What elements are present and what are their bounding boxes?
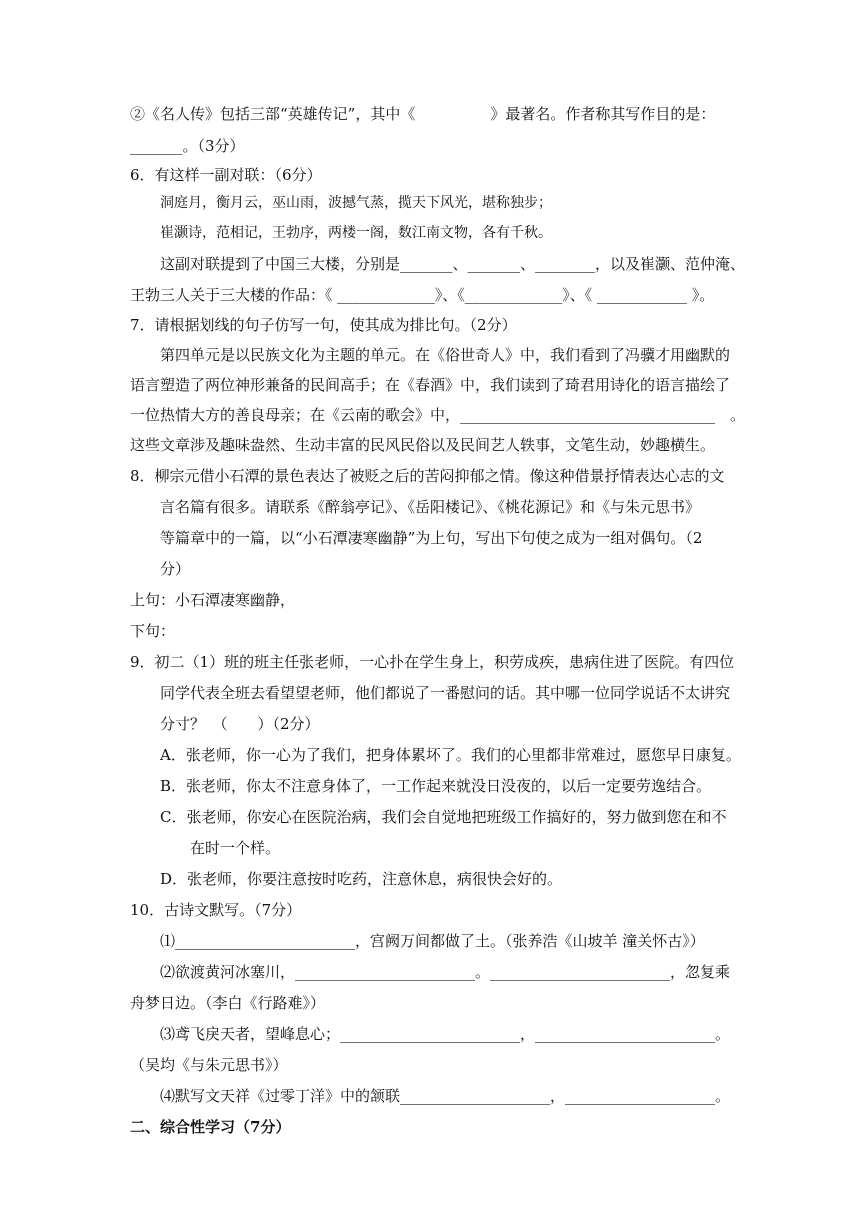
q5-item2-line1: ②《名人传》包括三部“英雄传记”，其中《 》最著名。作者称其写作目的是： [130, 105, 716, 123]
q9-option-c-line1: C．张老师，你安心在医院治病，我们会自觉地把班级工作搞好的，努力做到您在和不 [160, 808, 727, 826]
q9-line3: 分寸？ （ ）（2分） [160, 715, 320, 733]
q8-line2: 言名篇有很多。请联系《醉翁亭记》、《岳阳楼记》、《桃花源记》和《与朱元思书》 [160, 498, 701, 516]
q7-text-line4: 这些文章涉及趣味盎然、生动丰富的民风民俗以及民间艺人轶事，文笔生动，妙趣横生。 [130, 436, 716, 454]
couplet-lower: 崔灏诗，范相记，王勃序，两楼一阁，数江南文物，各有千秋。 [160, 225, 552, 241]
q7-title: 7．请根据划线的句子仿写一句，使其成为排比句。（2分） [130, 316, 517, 334]
q10-item3-line2: （吴均《与朱元思书》） [130, 1056, 288, 1074]
q10-title: 10．古诗文默写。（7分） [130, 901, 302, 919]
q6-title: 6．有这样一副对联：（6分） [130, 166, 322, 184]
q7-text-line3: 一位热情大方的善良母亲；在《云南的歌会》中，__________________________________ 。 [130, 406, 746, 424]
q7-text-line2: 语言塑造了两位神形兼备的民间高手；在《春酒》中，我们读到了琦君用诗化的语言描绘了 [130, 376, 731, 394]
q9-option-d: D．张老师，你要注意按时吃药，注意休息，病很快会好的。 [160, 870, 563, 888]
q9-option-c-line2: 在时一个样。 [190, 839, 281, 857]
q10-item2-line1: ⑵欲渡黄河冰塞川，________________________。________________________，忽复乘 [160, 963, 731, 981]
q8-line4: 分） [160, 560, 191, 578]
q9-option-b: B．张老师，你太不注意身体了，一工作起来就没日没夜的，以后一定要劳逸结合。 [160, 777, 712, 795]
q8-upper-sentence: 上句：小石潭凄寒幽静， [130, 591, 296, 609]
q10-item4: ⑷默写文天祥《过零丁洋》中的颔联____________________，____________________。 [160, 1087, 731, 1105]
q8-lower-sentence: 下句： [130, 622, 176, 640]
q10-item1: ⑴________________________，宫阙万间都做了土。（张养浩《山坡羊 潼关怀古》） [160, 932, 705, 950]
section-heading: 二、综合性学习（7分） [130, 1118, 291, 1136]
couplet-upper: 洞庭月，衡月云，巫山雨，波撼气蒸，揽天下风光，堪称独步； [160, 195, 552, 211]
q9-line1: 9．初二（1）班的班主任张老师，一心扑在学生身上，积劳成疾，患病住进了医院。有四位 [130, 653, 735, 671]
q7-text-line1: 第四单元是以民族文化为主题的单元。在《俗世奇人》中，我们看到了冯骥才用幽默的 [160, 346, 731, 364]
q5-item2-line2: _______。（3分） [130, 137, 245, 155]
q6-text-line1: 这副对联提到了中国三大楼，分别是_______、_______、________，以及崔灏、范仲淹、 [160, 255, 746, 273]
q6-text-line2: 王勃三人关于三大楼的作品：《 _____________》、《_____________》、《 ____________ 》。 [130, 286, 715, 304]
q8-line1: 8．柳宗元借小石潭的景色表达了被贬之后的苦闷抑郁之情。像这种借景抒情表达心志的文 [130, 467, 725, 485]
q10-item3-line1: ⑶鸢飞戾天者，望峰息心；________________________，________________________。 [160, 1025, 731, 1043]
q9-option-a: A．张老师，你一心为了我们，把身体累坏了。我们的心里都非常难过，愿您早日康复。 [160, 746, 741, 764]
q9-line2: 同学代表全班去看望望老师，他们都说了一番慰问的话。其中哪一位同学说话不太讲究 [160, 684, 731, 702]
q10-item2-line2: 舟梦日边。（李白《行路难》） [130, 994, 326, 1012]
q8-line3: 等篇章中的一篇，以“小石潭凄寒幽静”为上句，写出下句使之成为一组对偶句。（2 [160, 529, 703, 547]
